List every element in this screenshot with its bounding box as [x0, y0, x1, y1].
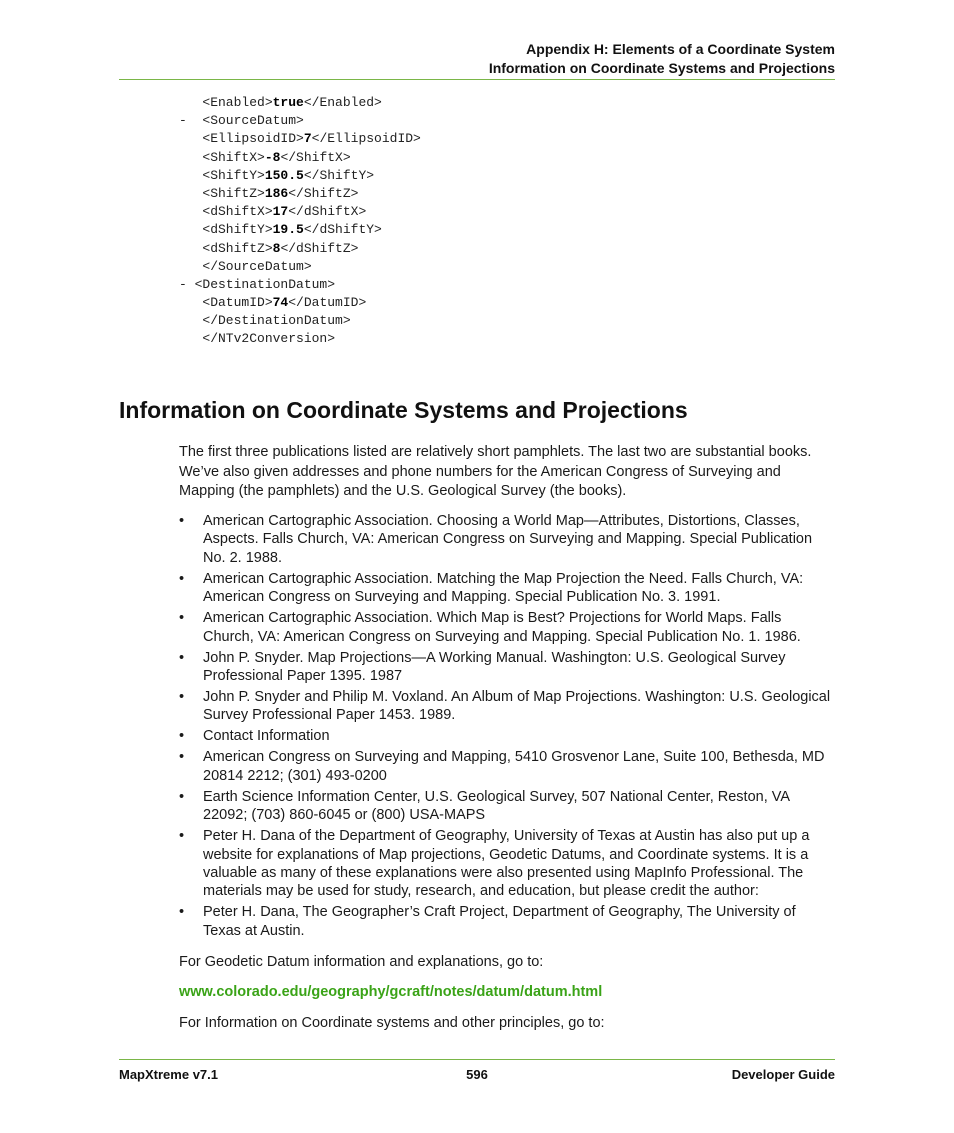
- list-item-text: Peter H. Dana of the Department of Geography, University of Texas at Austin has also put up a website for explanations of Map projections, Geodetic Datums, and Coordinate systems. It is a valuable as many of these explanations were also presented using MapInfo Professional. The materials may be used for study, research, and education, but please credit the author:: [203, 828, 810, 900]
- code-line: [179, 185, 421, 203]
- bullet-icon: •: [179, 728, 185, 745]
- code-open-tag: <ShiftZ>: [202, 185, 265, 201]
- bullet-icon: •: [179, 904, 185, 921]
- code-value: 17: [272, 204, 289, 220]
- code-open-tag: <ShiftX>: [202, 149, 265, 165]
- code-prefix: [179, 186, 202, 201]
- page-number: 596: [466, 1067, 488, 1082]
- list-item-text: John P. Snyder. Map Projections—A Working Manual. Washington: U.S. Geological Survey Professional Paper 1395. 1987: [203, 649, 786, 685]
- list-item: [179, 827, 835, 901]
- coordinate-intro: For Information on Coordinate systems and other principles, go to:: [179, 1015, 605, 1031]
- footer-rule: [119, 1059, 835, 1060]
- code-line: [179, 203, 421, 221]
- code-close-tag: </ShiftY>: [303, 167, 375, 183]
- code-value: 150.5: [264, 167, 304, 183]
- code-open-tag: </NTv2Conversion>: [202, 331, 336, 347]
- geodetic-intro: For Geodetic Datum information and explanations, go to:: [179, 954, 544, 970]
- code-line: [179, 221, 421, 239]
- code-line: [179, 312, 421, 330]
- bullet-icon: •: [179, 513, 185, 529]
- code-value: 186: [264, 185, 289, 201]
- page-header: [119, 40, 835, 78]
- code-open-tag: </DestinationDatum>: [202, 313, 351, 329]
- code-open-tag: <SourceDatum>: [202, 113, 304, 129]
- code-line: [179, 330, 421, 348]
- footer-product: MapXtreme v7.1: [119, 1067, 218, 1082]
- list-item: [179, 788, 835, 825]
- code-open-tag: <EllipsoidID>: [202, 131, 304, 147]
- code-line: [179, 94, 421, 112]
- xml-code-block: [179, 94, 421, 349]
- list-item: [179, 688, 835, 725]
- code-prefix: -: [179, 113, 203, 129]
- code-close-tag: </Enabled>: [303, 95, 382, 110]
- list-item-text: American Congress on Surveying and Mapping, 5410 Grosvenor Lane, Suite 100, Bethesda, MD 20814 2212; (301) 493-0200: [203, 749, 825, 784]
- code-value: 19.5: [272, 222, 304, 238]
- bullet-icon: •: [179, 828, 185, 845]
- footer-guide: Developer Guide: [731, 1067, 835, 1082]
- code-line: [179, 294, 421, 312]
- code-line: [179, 167, 421, 185]
- code-prefix: [179, 295, 202, 310]
- list-item: [179, 649, 835, 686]
- code-line: [179, 130, 421, 148]
- code-open-tag: <dShiftY>: [202, 222, 273, 238]
- bullet-icon: •: [179, 749, 185, 766]
- code-line: [179, 258, 421, 276]
- code-open-tag: <dShiftX>: [202, 204, 273, 220]
- list-item-text: John P. Snyder and Philip M. Voxland. An Album of Map Projections. Washington: U.S. Geological Survey Professional Paper 1453. 1989.: [203, 689, 831, 724]
- code-open-tag: <ShiftY>: [202, 167, 265, 183]
- code-prefix: [179, 150, 202, 165]
- code-value: -8: [264, 149, 281, 165]
- code-prefix: [179, 95, 202, 110]
- list-item-text: American Cartographic Association. Choosing a World Map—Attributes, Distortions, Classes, Aspects. Falls Church, VA: American Congress on Surveying and Mapping. Special Publication No. 2. 1988.: [203, 513, 813, 566]
- code-close-tag: </ShiftZ>: [288, 185, 359, 201]
- bullet-icon: •: [179, 570, 185, 587]
- code-close-tag: </dShiftZ>: [280, 240, 359, 256]
- code-line: [179, 112, 421, 130]
- code-value: 8: [272, 240, 281, 256]
- code-close-tag: </dShiftY>: [303, 222, 382, 238]
- list-item-text: Earth Science Information Center, U.S. Geological Survey, 507 National Center, Reston, VA 22092; (703) 860-6045 or (800) USA-MAPS: [203, 788, 790, 824]
- list-item: [179, 609, 835, 646]
- list-item-text: American Cartographic Association. Which Map is Best? Projections for World Maps. Falls Church, VA: American Congress on Surveying and Mapping. Special Publication No. 1. 1986.: [203, 610, 801, 645]
- code-close-tag: </ShiftX>: [280, 149, 351, 165]
- list-item: [179, 748, 835, 785]
- section-heading: Information on Coordinate Systems and Projections: [119, 397, 688, 423]
- code-line: [179, 149, 421, 167]
- code-close-tag: </dShiftX>: [288, 204, 367, 220]
- header-section: Information on Coordinate Systems and Projections: [488, 60, 835, 76]
- geodetic-datum-link[interactable]: www.colorado.edu/geography/gcraft/notes/datum/datum.html: [179, 984, 603, 1000]
- code-value: true: [272, 95, 304, 110]
- code-value: 74: [272, 295, 289, 311]
- code-close-tag: </DatumID>: [288, 295, 367, 311]
- list-item-text: American Cartographic Association. Matching the Map Projection the Need. Falls Church, VA: American Congress on Surveying and Mapping. Special Publication No. 3. 1991.: [203, 570, 804, 606]
- code-open-tag: <dShiftZ>: [202, 240, 273, 256]
- code-prefix: [179, 204, 202, 219]
- intro-paragraph: The first three publications listed are relatively short pamphlets. The last two are substantial books. We’ve also given addresses and phone numbers for the American Congress of Surveying and Mapping (the pamphlets) and the U.S. Geological Survey (the books).: [179, 444, 812, 500]
- code-open-tag: <DatumID>: [202, 295, 273, 311]
- code-prefix: [179, 131, 202, 146]
- list-item-text: Peter H. Dana, The Geographer’s Craft Project, Department of Geography, The University of Texas at Austin.: [203, 904, 796, 939]
- code-value: 7: [303, 131, 312, 147]
- bullet-icon: •: [179, 689, 185, 706]
- code-close-tag: </EllipsoidID>: [311, 131, 421, 147]
- header-chapter: Appendix H: Elements of a Coordinate System: [526, 41, 835, 57]
- code-open-tag: <Enabled>: [202, 95, 273, 110]
- list-item: [179, 727, 835, 745]
- code-line: [179, 276, 421, 294]
- code-prefix: [179, 241, 202, 256]
- code-prefix: [179, 331, 202, 346]
- list-item: [179, 512, 835, 567]
- code-open-tag: <DestinationDatum>: [194, 276, 336, 292]
- code-prefix: [179, 313, 202, 328]
- code-prefix: [179, 168, 202, 183]
- list-item: [179, 903, 835, 940]
- list-item-text: Contact Information: [203, 728, 330, 745]
- code-prefix: [179, 222, 202, 237]
- reference-list: [179, 512, 835, 943]
- code-line: [179, 240, 421, 258]
- header-rule: [119, 79, 835, 80]
- list-item: [179, 570, 835, 607]
- bullet-icon: •: [179, 649, 185, 666]
- code-open-tag: </SourceDatum>: [202, 258, 312, 274]
- code-prefix: [179, 259, 202, 274]
- code-prefix: -: [179, 276, 195, 292]
- bullet-icon: •: [179, 788, 185, 805]
- bullet-icon: •: [179, 610, 185, 627]
